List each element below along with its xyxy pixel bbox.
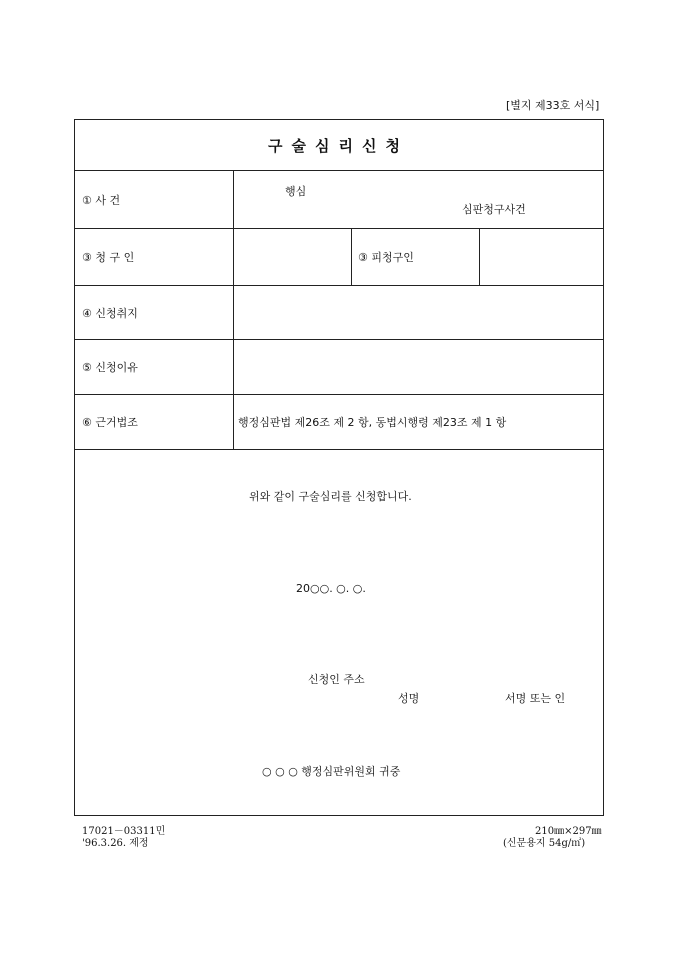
addressee: ○ ○ ○ 행정심판위원회 귀중 [262,765,401,778]
respondent-label: ③ 피청구인 [358,251,414,264]
reason-field[interactable] [234,340,604,394]
form-code: 17021－03311민 [82,826,166,837]
case-prefix: 행심 [285,185,307,198]
signature-label: 서명 또는 인 [505,692,566,705]
row-divider [74,449,604,450]
form-title: 구술심리신청 [268,137,409,155]
application-date: 20○○. ○. ○. [296,582,366,595]
legal-basis-label: ⑥ 근거법조 [82,416,138,429]
reason-label: ⑤ 신청이유 [82,361,138,374]
case-label: ① 사 건 [82,194,121,207]
applicant-name-label: 성명 [398,692,420,705]
claimant-label: ③ 청 구 인 [82,251,135,264]
application-statement: 위와 같이 구술심리를 신청합니다. [249,490,412,503]
enacted-date: '96.3.26. 제정 [82,838,149,849]
legal-basis-value: 행정심판법 제26조 제 2 항, 동법시행령 제23조 제 1 항 [238,416,507,429]
claimant-column-divider [351,228,352,285]
paper-size: 210㎜×297㎜ [535,826,602,837]
row-divider [74,394,604,395]
purpose-field[interactable] [234,286,604,339]
form-number: [별지 제33호 서식] [506,99,600,112]
purpose-label: ④ 신청취지 [82,307,138,320]
claimant-field[interactable] [234,229,351,285]
applicant-address-label: 신청인 주소 [308,673,365,686]
case-field[interactable] [234,171,604,228]
paper-type: (신문용지 54g/㎡) [503,838,586,849]
respondent-field[interactable] [480,229,604,285]
case-suffix: 심판청구사건 [462,203,526,216]
